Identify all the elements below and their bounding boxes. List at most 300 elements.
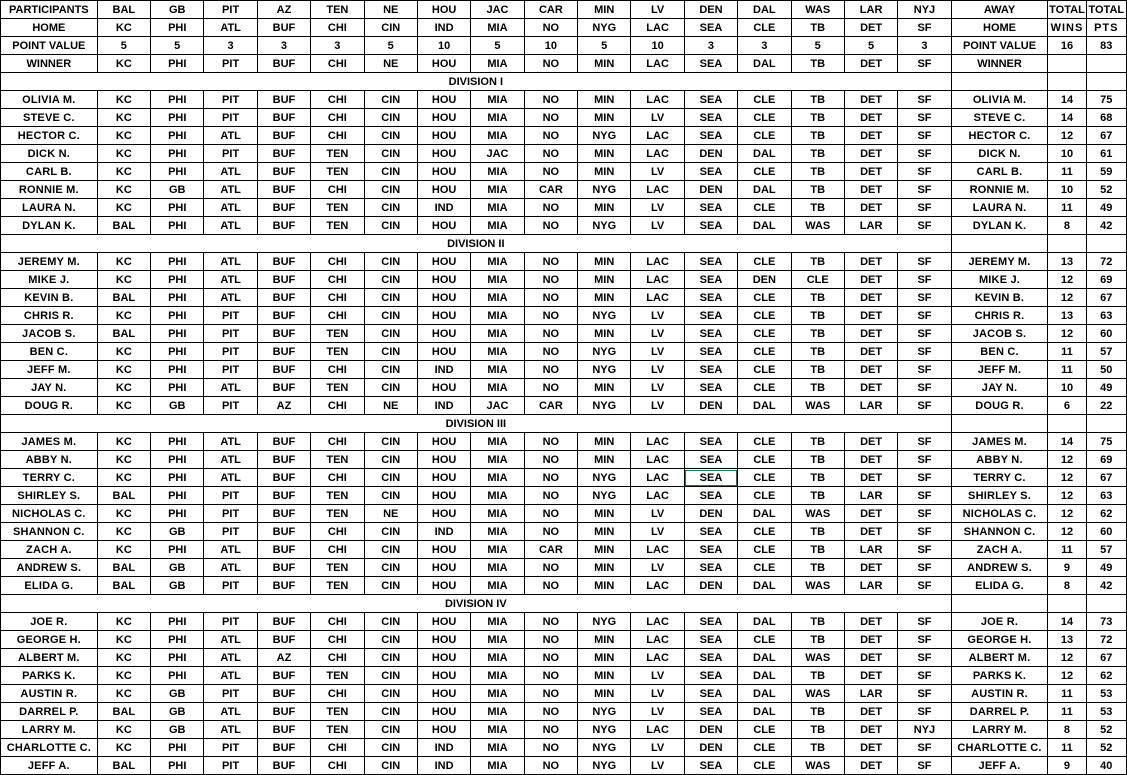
winner-2[interactable]: PIT <box>204 55 257 73</box>
pick-cell[interactable]: CIN <box>364 487 417 505</box>
pick-cell[interactable]: LV <box>631 667 684 685</box>
pick-cell[interactable]: DEN <box>684 721 737 739</box>
pick-cell[interactable]: DET <box>844 109 897 127</box>
pick-cell[interactable]: NO <box>524 361 577 379</box>
pick-cell[interactable]: CLE <box>738 559 791 577</box>
participant-name-right[interactable]: JOE R. <box>951 613 1048 631</box>
winner-3[interactable]: BUF <box>257 55 310 73</box>
pick-cell[interactable]: WAS <box>791 757 844 775</box>
pick-cell[interactable]: PIT <box>204 487 257 505</box>
pick-cell[interactable]: PHI <box>151 307 204 325</box>
pick-cell[interactable]: ATL <box>204 433 257 451</box>
participant-name[interactable]: JACOB S. <box>1 325 98 343</box>
pick-cell[interactable]: MIA <box>471 739 524 757</box>
pick-cell[interactable]: ATL <box>204 181 257 199</box>
pick-cell[interactable]: MIA <box>471 523 524 541</box>
pick-cell[interactable]: HOU <box>417 343 470 361</box>
participant-name[interactable]: JAMES M. <box>1 433 98 451</box>
pick-cell[interactable]: CIN <box>364 631 417 649</box>
winner-14[interactable]: DET <box>844 55 897 73</box>
pick-cell[interactable]: CLE <box>738 721 791 739</box>
home-team-2[interactable]: ATL <box>204 19 257 37</box>
pick-cell[interactable]: KC <box>97 739 150 757</box>
pick-cell[interactable]: SEA <box>684 307 737 325</box>
pick-cell[interactable]: LAC <box>631 541 684 559</box>
participant-name[interactable]: BEN C. <box>1 343 98 361</box>
participant-name[interactable]: DYLAN K. <box>1 217 98 235</box>
pick-cell[interactable]: WAS <box>791 397 844 415</box>
pick-cell[interactable]: MIA <box>471 703 524 721</box>
pick-cell[interactable]: SF <box>898 667 951 685</box>
participant-name-right[interactable]: BEN C. <box>951 343 1048 361</box>
pick-cell[interactable]: TB <box>791 613 844 631</box>
pick-cell[interactable]: KC <box>97 667 150 685</box>
pick-cell[interactable]: GB <box>151 685 204 703</box>
pick-cell[interactable]: SF <box>898 487 951 505</box>
pick-cell[interactable]: KC <box>97 613 150 631</box>
pick-cell[interactable]: GB <box>151 577 204 595</box>
pick-cell[interactable]: LV <box>631 343 684 361</box>
home-team-9[interactable]: NYG <box>578 19 631 37</box>
pick-cell[interactable]: HOU <box>417 631 470 649</box>
pick-cell[interactable]: CLE <box>738 109 791 127</box>
pick-cell[interactable]: HOU <box>417 649 470 667</box>
participant-name-right[interactable]: CARL B. <box>951 163 1048 181</box>
pick-cell[interactable]: KC <box>97 397 150 415</box>
pick-cell[interactable]: LAR <box>844 541 897 559</box>
pick-cell[interactable]: MIA <box>471 91 524 109</box>
pick-cell[interactable]: NO <box>524 145 577 163</box>
home-team-7[interactable]: MIA <box>471 19 524 37</box>
pick-cell[interactable]: DET <box>844 613 897 631</box>
pick-cell[interactable]: ATL <box>204 721 257 739</box>
pick-cell[interactable]: PHI <box>151 127 204 145</box>
pick-cell[interactable]: CHI <box>311 433 364 451</box>
pick-cell[interactable]: BUF <box>257 217 310 235</box>
pick-cell[interactable]: PHI <box>151 109 204 127</box>
pick-cell[interactable]: BUF <box>257 469 310 487</box>
pick-cell[interactable]: BUF <box>257 271 310 289</box>
pick-cell[interactable]: NO <box>524 757 577 775</box>
pick-cell[interactable]: DAL <box>738 181 791 199</box>
participant-name[interactable]: JEREMY M. <box>1 253 98 271</box>
pick-cell[interactable]: SF <box>898 703 951 721</box>
pick-cell[interactable]: TB <box>791 199 844 217</box>
pick-cell[interactable]: MIA <box>471 559 524 577</box>
winner-9[interactable]: MIN <box>578 55 631 73</box>
pick-cell[interactable]: NYG <box>578 739 631 757</box>
pick-cell[interactable]: WAS <box>791 217 844 235</box>
pick-cell[interactable]: CIN <box>364 199 417 217</box>
pick-cell[interactable]: NO <box>524 721 577 739</box>
pick-cell[interactable]: CLE <box>738 379 791 397</box>
pick-cell[interactable]: TB <box>791 703 844 721</box>
pick-cell[interactable]: CIN <box>364 307 417 325</box>
pick-cell[interactable]: GB <box>151 721 204 739</box>
pick-cell[interactable]: PHI <box>151 271 204 289</box>
pick-cell[interactable]: NO <box>524 109 577 127</box>
pick-cell[interactable]: SF <box>898 505 951 523</box>
point-value-11[interactable]: 3 <box>684 37 737 55</box>
pick-cell[interactable]: JAC <box>471 145 524 163</box>
winner-4[interactable]: CHI <box>311 55 364 73</box>
participant-name[interactable]: GEORGE H. <box>1 631 98 649</box>
pick-cell[interactable]: CLE <box>738 433 791 451</box>
pick-cell[interactable]: HOU <box>417 181 470 199</box>
pick-cell[interactable]: LV <box>631 307 684 325</box>
pick-cell[interactable]: TB <box>791 307 844 325</box>
pick-cell[interactable]: PIT <box>204 757 257 775</box>
pick-cell[interactable]: PHI <box>151 613 204 631</box>
pick-cell[interactable]: MIN <box>578 109 631 127</box>
pick-cell[interactable]: PHI <box>151 505 204 523</box>
pick-cell[interactable]: CIN <box>364 667 417 685</box>
pick-cell[interactable]: NO <box>524 703 577 721</box>
pick-cell[interactable]: CHI <box>311 253 364 271</box>
pick-cell[interactable]: CIN <box>364 271 417 289</box>
pick-cell[interactable]: LAC <box>631 253 684 271</box>
pick-cell[interactable]: CAR <box>524 181 577 199</box>
pick-cell[interactable]: TB <box>791 379 844 397</box>
pick-cell[interactable]: TB <box>791 361 844 379</box>
pick-cell[interactable]: TB <box>791 631 844 649</box>
pick-cell[interactable]: NO <box>524 631 577 649</box>
pick-cell[interactable]: NO <box>524 739 577 757</box>
pick-cell[interactable]: CIN <box>364 433 417 451</box>
pick-cell[interactable]: MIA <box>471 685 524 703</box>
pick-cell[interactable]: HOU <box>417 613 470 631</box>
pick-cell[interactable]: NO <box>524 451 577 469</box>
pick-cell[interactable]: TB <box>791 109 844 127</box>
pick-cell[interactable]: CIN <box>364 253 417 271</box>
pick-cell[interactable]: KC <box>97 451 150 469</box>
pick-cell[interactable]: CLE <box>738 289 791 307</box>
pick-cell[interactable]: NO <box>524 325 577 343</box>
pick-cell[interactable]: KC <box>97 163 150 181</box>
pick-cell[interactable]: MIA <box>471 307 524 325</box>
pick-cell[interactable]: CIN <box>364 469 417 487</box>
participant-name-right[interactable]: RONNIE M. <box>951 181 1048 199</box>
participant-name-right[interactable]: CHRIS R. <box>951 307 1048 325</box>
participant-name-right[interactable]: KEVIN B. <box>951 289 1048 307</box>
pick-cell[interactable]: PIT <box>204 307 257 325</box>
away-team-header-7[interactable]: JAC <box>471 1 524 19</box>
pick-cell[interactable]: SEA <box>684 325 737 343</box>
pick-cell[interactable]: LAC <box>631 577 684 595</box>
pick-cell[interactable]: TB <box>791 145 844 163</box>
home-team-8[interactable]: NO <box>524 19 577 37</box>
pick-cell[interactable]: NO <box>524 487 577 505</box>
pick-cell[interactable]: NO <box>524 127 577 145</box>
pick-cell[interactable]: ATL <box>204 631 257 649</box>
pick-cell[interactable]: NYG <box>578 721 631 739</box>
pick-cell[interactable]: CAR <box>524 397 577 415</box>
pick-cell[interactable]: TEN <box>311 217 364 235</box>
pick-cell[interactable]: CIN <box>364 685 417 703</box>
pick-cell[interactable]: KC <box>97 649 150 667</box>
pick-cell[interactable]: LAC <box>631 181 684 199</box>
point-value-1[interactable]: 5 <box>151 37 204 55</box>
pick-cell[interactable]: DET <box>844 199 897 217</box>
point-value-12[interactable]: 3 <box>738 37 791 55</box>
pick-cell[interactable]: CIN <box>364 613 417 631</box>
pick-cell[interactable]: CHI <box>311 127 364 145</box>
participant-name-right[interactable]: DICK N. <box>951 145 1048 163</box>
pick-cell[interactable]: LAC <box>631 91 684 109</box>
pick-cell[interactable]: BAL <box>97 757 150 775</box>
pick-cell[interactable]: IND <box>417 199 470 217</box>
pick-cell[interactable]: MIN <box>578 451 631 469</box>
pick-cell[interactable]: NYG <box>578 703 631 721</box>
pick-cell[interactable]: GB <box>151 397 204 415</box>
pick-cell[interactable]: IND <box>417 523 470 541</box>
pick-cell[interactable]: BUF <box>257 505 310 523</box>
participant-name-right[interactable]: JEFF M. <box>951 361 1048 379</box>
pick-cell[interactable]: TEN <box>311 199 364 217</box>
pick-cell[interactable]: SF <box>898 361 951 379</box>
participant-name[interactable]: JEFF M. <box>1 361 98 379</box>
pick-cell[interactable]: BUF <box>257 361 310 379</box>
winner-13[interactable]: TB <box>791 55 844 73</box>
pick-cell[interactable]: DEN <box>684 145 737 163</box>
pick-cell[interactable]: NO <box>524 217 577 235</box>
pick-cell[interactable]: TEN <box>311 721 364 739</box>
pick-cell[interactable]: TB <box>791 433 844 451</box>
pick-cell[interactable]: BUF <box>257 703 310 721</box>
winner-15[interactable]: SF <box>898 55 951 73</box>
pick-cell[interactable]: BUF <box>257 577 310 595</box>
pick-cell[interactable]: MIN <box>578 163 631 181</box>
pick-cell[interactable]: KC <box>97 523 150 541</box>
pick-cell[interactable]: SEA <box>684 649 737 667</box>
pick-cell[interactable]: SF <box>898 559 951 577</box>
participant-name-right[interactable]: LAURA N. <box>951 199 1048 217</box>
pick-cell[interactable]: TB <box>791 523 844 541</box>
pick-cell[interactable]: DET <box>844 361 897 379</box>
pick-cell[interactable]: MIA <box>471 631 524 649</box>
away-team-header-14[interactable]: LAR <box>844 1 897 19</box>
pick-cell[interactable]: PHI <box>151 343 204 361</box>
pick-cell[interactable]: PHI <box>151 451 204 469</box>
pick-cell[interactable]: BUF <box>257 721 310 739</box>
pick-cell[interactable]: DAL <box>738 145 791 163</box>
participant-name[interactable]: LARRY M. <box>1 721 98 739</box>
pick-cell[interactable]: DET <box>844 307 897 325</box>
pick-cell[interactable]: WAS <box>791 505 844 523</box>
pick-cell[interactable]: PHI <box>151 541 204 559</box>
pick-cell[interactable]: DET <box>844 559 897 577</box>
pick-cell[interactable]: GB <box>151 181 204 199</box>
pick-cell[interactable]: DET <box>844 505 897 523</box>
pick-cell[interactable]: SF <box>898 199 951 217</box>
pick-cell[interactable]: LAC <box>631 649 684 667</box>
pick-cell[interactable]: SF <box>898 577 951 595</box>
participant-name[interactable]: OLIVIA M. <box>1 91 98 109</box>
pick-cell[interactable]: GB <box>151 703 204 721</box>
pick-cell[interactable]: MIA <box>471 253 524 271</box>
pick-cell[interactable]: TEN <box>311 325 364 343</box>
pick-cell[interactable]: NYG <box>578 127 631 145</box>
pick-cell[interactable]: SF <box>898 217 951 235</box>
pick-cell[interactable]: SF <box>898 307 951 325</box>
pick-cell[interactable]: CIN <box>364 343 417 361</box>
pick-cell[interactable]: MIA <box>471 109 524 127</box>
participant-name-right[interactable]: DARREL P. <box>951 703 1048 721</box>
pick-cell[interactable]: ATL <box>204 271 257 289</box>
participant-name-right[interactable]: AUSTIN R. <box>951 685 1048 703</box>
pick-cell[interactable]: LAR <box>844 487 897 505</box>
point-value-9[interactable]: 5 <box>578 37 631 55</box>
pick-cell[interactable]: SEA <box>684 451 737 469</box>
pick-cell[interactable]: MIA <box>471 667 524 685</box>
pick-cell[interactable]: SEA <box>684 361 737 379</box>
pick-cell[interactable]: KC <box>97 109 150 127</box>
pick-cell[interactable]: CHI <box>311 307 364 325</box>
participant-name[interactable]: NICHOLAS C. <box>1 505 98 523</box>
pick-cell[interactable]: NO <box>524 649 577 667</box>
pick-cell[interactable]: KC <box>97 721 150 739</box>
pick-cell[interactable]: LAC <box>631 289 684 307</box>
pick-cell[interactable]: MIA <box>471 505 524 523</box>
participant-name-right[interactable]: TERRY C. <box>951 469 1048 487</box>
home-team-13[interactable]: TB <box>791 19 844 37</box>
pick-cell[interactable]: NYG <box>578 613 631 631</box>
pick-cell[interactable]: DAL <box>738 685 791 703</box>
pick-cell[interactable]: SEA <box>684 163 737 181</box>
participant-name[interactable]: ANDREW S. <box>1 559 98 577</box>
pick-cell[interactable]: WAS <box>791 577 844 595</box>
away-team-header-8[interactable]: CAR <box>524 1 577 19</box>
pick-cell[interactable]: MIA <box>471 451 524 469</box>
pick-cell[interactable]: PHI <box>151 631 204 649</box>
pick-cell[interactable]: MIA <box>471 613 524 631</box>
participant-name[interactable]: TERRY C. <box>1 469 98 487</box>
pick-cell[interactable]: TB <box>791 721 844 739</box>
pick-cell[interactable]: NO <box>524 667 577 685</box>
pick-cell[interactable]: BUF <box>257 127 310 145</box>
pick-cell[interactable]: CLE <box>738 739 791 757</box>
pick-cell[interactable]: LV <box>631 703 684 721</box>
pick-cell[interactable]: TB <box>791 163 844 181</box>
pick-cell[interactable]: TB <box>791 343 844 361</box>
pick-cell[interactable]: CHI <box>311 541 364 559</box>
pick-cell[interactable]: SF <box>898 613 951 631</box>
pick-cell[interactable]: CLE <box>738 541 791 559</box>
pick-cell[interactable]: PHI <box>151 289 204 307</box>
pick-cell[interactable]: MIN <box>578 199 631 217</box>
pick-cell[interactable]: LV <box>631 397 684 415</box>
pick-cell[interactable]: LAR <box>844 397 897 415</box>
winner-7[interactable]: MIA <box>471 55 524 73</box>
pick-cell[interactable]: CHI <box>311 109 364 127</box>
pick-cell[interactable]: LAC <box>631 631 684 649</box>
pick-cell[interactable]: HOU <box>417 271 470 289</box>
pick-cell[interactable]: SEA <box>684 703 737 721</box>
pick-cell[interactable]: NYG <box>578 397 631 415</box>
pick-cell[interactable]: PHI <box>151 199 204 217</box>
pick-cell[interactable]: BAL <box>97 487 150 505</box>
pick-cell[interactable]: SF <box>898 397 951 415</box>
pick-cell[interactable]: DET <box>844 739 897 757</box>
away-team-header-12[interactable]: DAL <box>738 1 791 19</box>
pick-cell[interactable]: KC <box>97 379 150 397</box>
participant-name-right[interactable]: JACOB S. <box>951 325 1048 343</box>
pick-cell[interactable]: NO <box>524 523 577 541</box>
point-value-14[interactable]: 5 <box>844 37 897 55</box>
pick-cell[interactable]: MIA <box>471 343 524 361</box>
home-team-12[interactable]: CLE <box>738 19 791 37</box>
pick-cell[interactable]: LAC <box>631 451 684 469</box>
pick-cell[interactable]: TEN <box>311 667 364 685</box>
pick-cell[interactable]: DET <box>844 523 897 541</box>
pick-cell[interactable]: CHI <box>311 271 364 289</box>
pick-cell[interactable]: GB <box>151 559 204 577</box>
pick-cell[interactable]: MIN <box>578 631 631 649</box>
pick-cell[interactable]: LV <box>631 217 684 235</box>
pick-cell[interactable]: BAL <box>97 325 150 343</box>
pick-cell[interactable]: IND <box>417 739 470 757</box>
home-team-6[interactable]: IND <box>417 19 470 37</box>
home-team-5[interactable]: CIN <box>364 19 417 37</box>
pick-cell[interactable]: HOU <box>417 721 470 739</box>
pick-cell[interactable]: KC <box>97 343 150 361</box>
participant-name[interactable]: DARREL P. <box>1 703 98 721</box>
pick-cell[interactable]: SF <box>898 739 951 757</box>
pick-cell[interactable]: BUF <box>257 667 310 685</box>
pick-cell[interactable]: MIN <box>578 325 631 343</box>
participant-name[interactable]: LAURA N. <box>1 199 98 217</box>
pick-cell[interactable]: LAC <box>631 613 684 631</box>
pick-cell[interactable]: MIN <box>578 91 631 109</box>
pick-cell[interactable]: TEN <box>311 703 364 721</box>
pick-cell[interactable]: CIN <box>364 109 417 127</box>
pick-cell[interactable]: SF <box>898 127 951 145</box>
pick-cell[interactable]: SF <box>898 757 951 775</box>
pick-cell[interactable]: ATL <box>204 469 257 487</box>
pick-cell[interactable]: HOU <box>417 307 470 325</box>
pick-cell[interactable]: LV <box>631 163 684 181</box>
pick-cell[interactable]: CIN <box>364 181 417 199</box>
pick-cell[interactable]: SEA <box>684 685 737 703</box>
pick-cell[interactable]: SF <box>898 289 951 307</box>
pick-cell[interactable]: PHI <box>151 253 204 271</box>
pick-cell[interactable]: MIA <box>471 181 524 199</box>
pick-cell[interactable]: DET <box>844 379 897 397</box>
winner-12[interactable]: DAL <box>738 55 791 73</box>
pick-cell[interactable]: SF <box>898 685 951 703</box>
pick-cell[interactable]: SF <box>898 91 951 109</box>
pick-cell[interactable]: CIN <box>364 217 417 235</box>
pick-cell[interactable]: PIT <box>204 739 257 757</box>
pick-cell[interactable]: KC <box>97 469 150 487</box>
pick-cell[interactable]: CAR <box>524 541 577 559</box>
pick-cell[interactable]: BUF <box>257 379 310 397</box>
pick-cell[interactable]: ATL <box>204 559 257 577</box>
participant-name-right[interactable]: ALBERT M. <box>951 649 1048 667</box>
pick-cell[interactable]: BUF <box>257 253 310 271</box>
pick-cell[interactable]: DAL <box>738 397 791 415</box>
pick-cell[interactable]: BUF <box>257 307 310 325</box>
pick-cell[interactable]: SEA <box>684 253 737 271</box>
pick-cell[interactable]: PHI <box>151 325 204 343</box>
pick-cell[interactable]: NO <box>524 577 577 595</box>
point-value-6[interactable]: 10 <box>417 37 470 55</box>
pick-cell[interactable]: MIN <box>578 541 631 559</box>
pick-cell[interactable]: HOU <box>417 91 470 109</box>
pick-cell[interactable]: DET <box>844 91 897 109</box>
pick-cell[interactable]: SEA <box>684 667 737 685</box>
pick-cell[interactable]: MIN <box>578 379 631 397</box>
